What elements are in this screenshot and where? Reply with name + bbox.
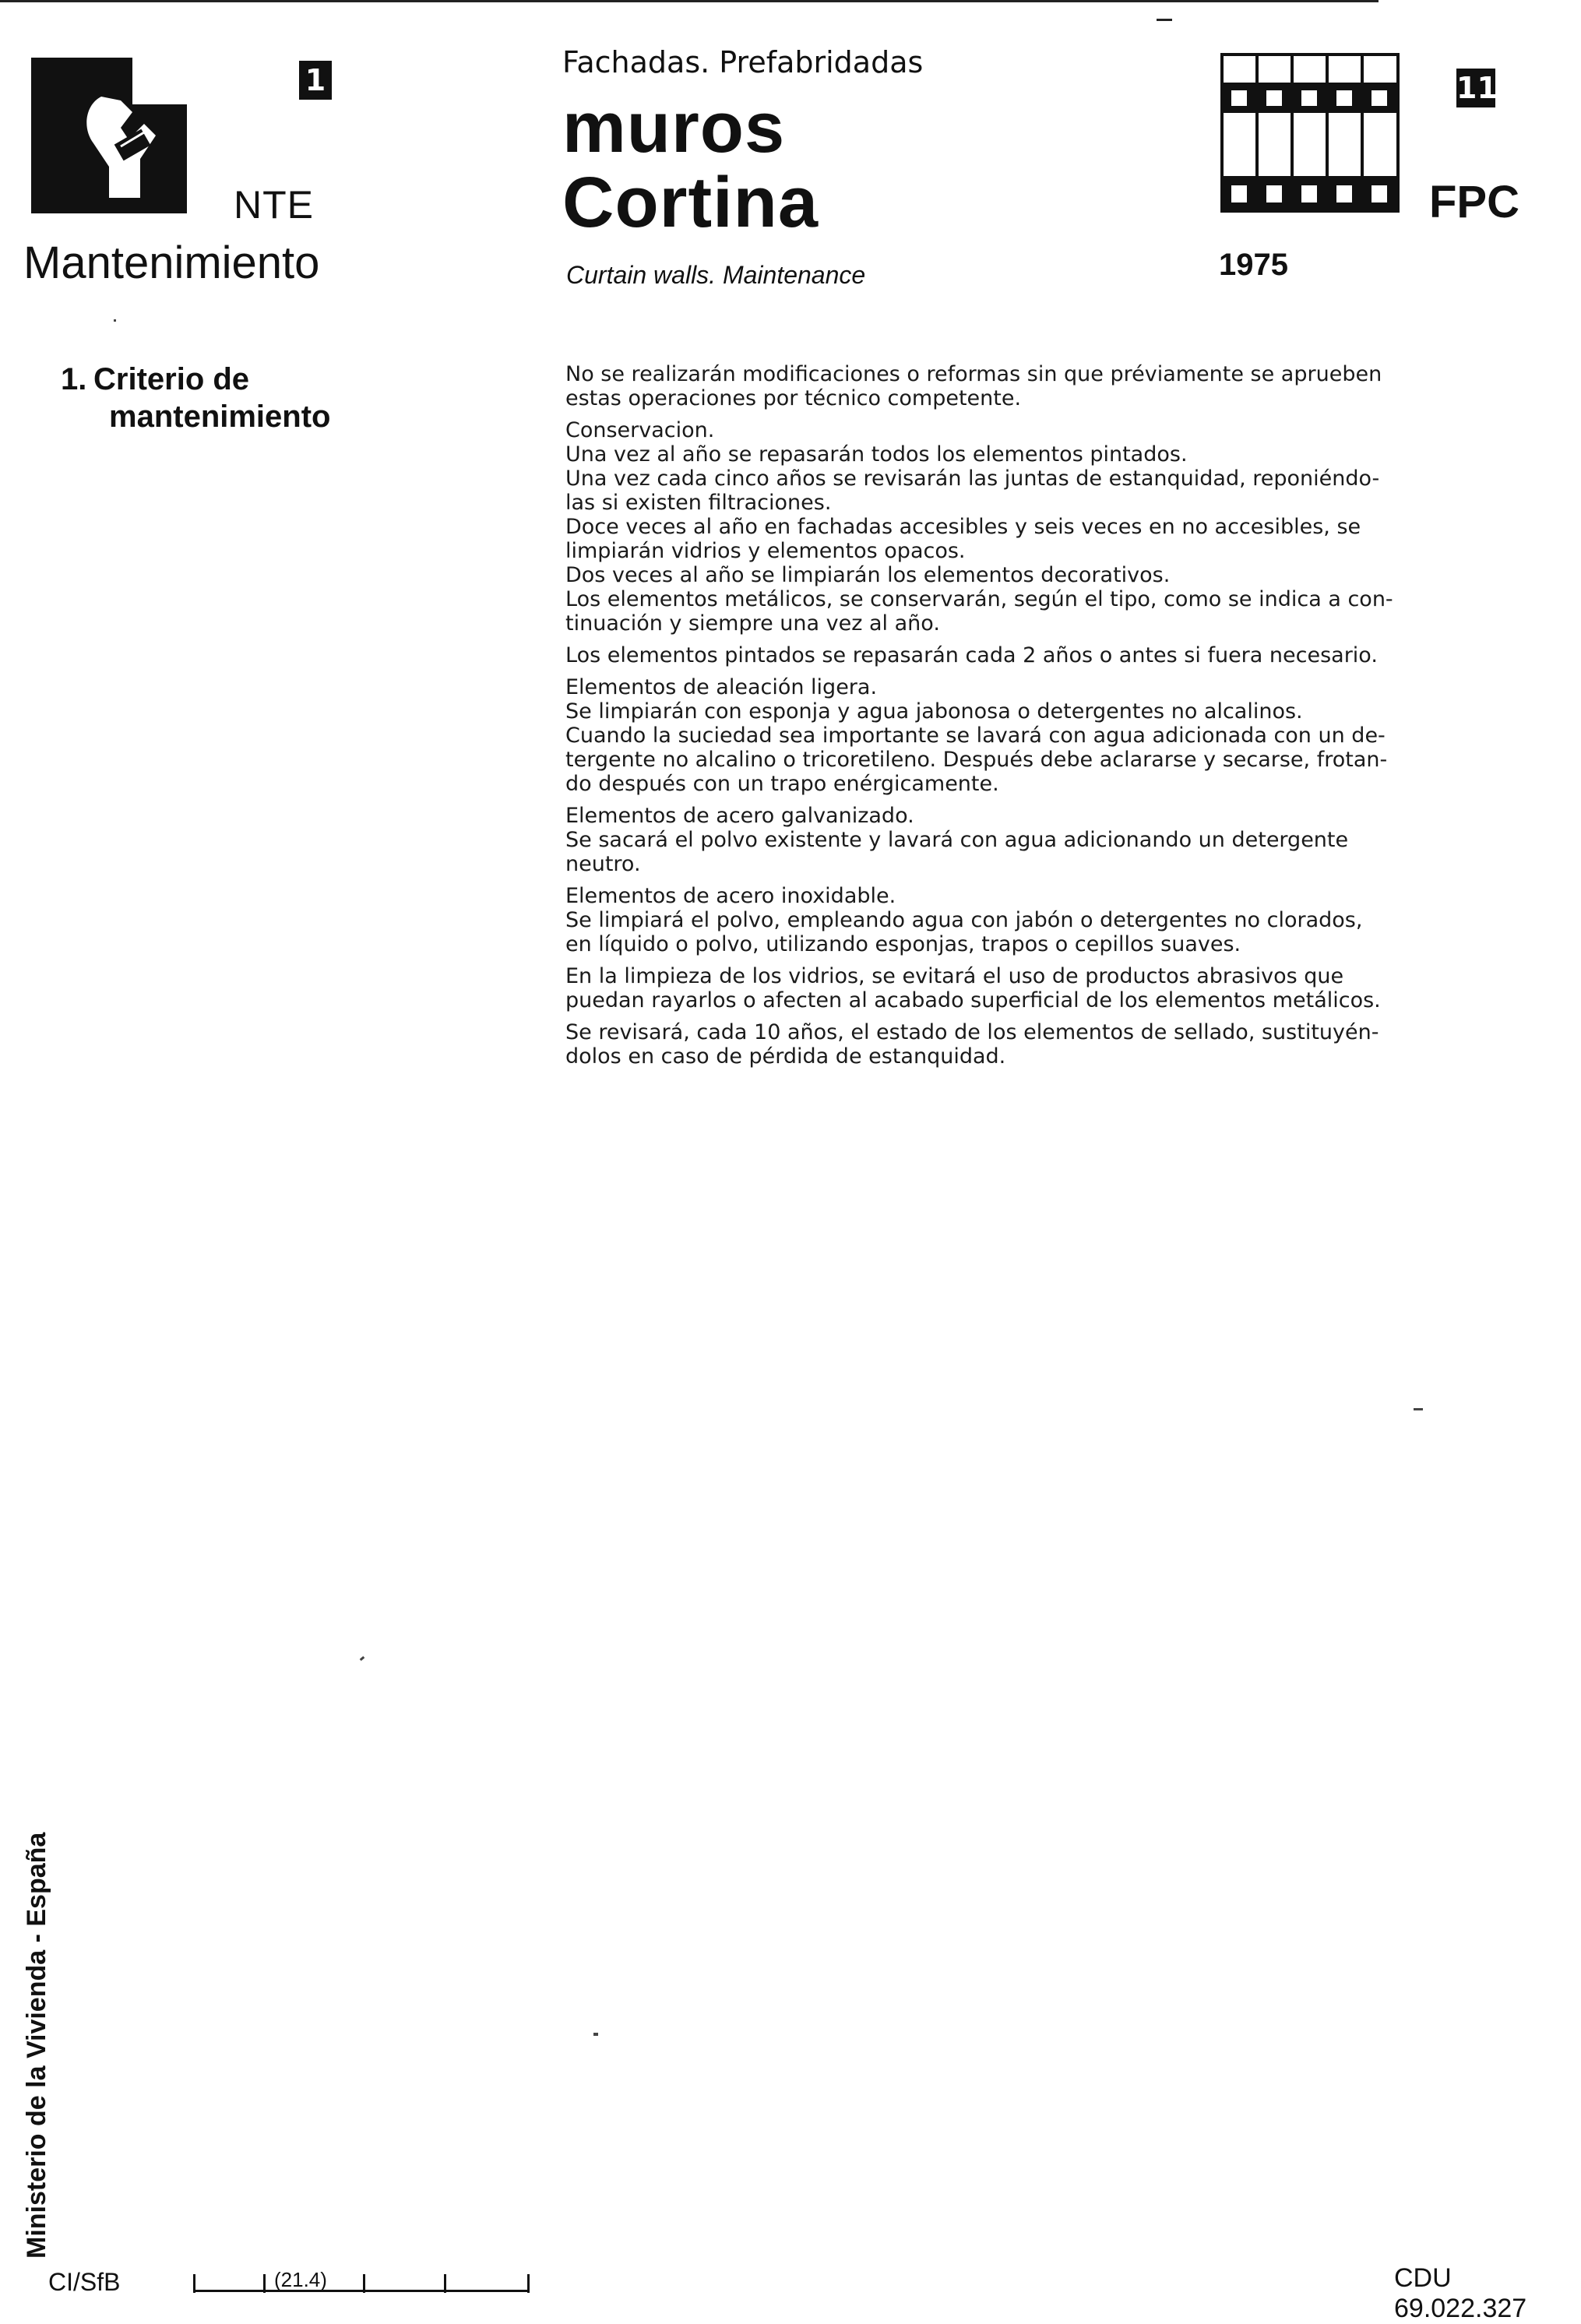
paragraph: Elementos de acero galvanizado. Se sacará el polvo existente y lavará con agua adicionando un detergente neutro. [565, 804, 1349, 876]
nte-label: NTE [234, 183, 314, 227]
section-title-line-1: Criterio de [93, 362, 250, 396]
cisfb-tick [263, 2274, 266, 2293]
cdu-code: CDU 69.022.327 [1394, 2263, 1527, 2323]
cisfb-tick [193, 2274, 195, 2293]
sheet-number-badge: 11 [1456, 69, 1495, 107]
paragraph: En la limpieza de los vidrios, se evitará el uso de productos abrasivos que puedan rayarlos o afecten al acabado superficial de los elementos metálicos. [565, 964, 1381, 1012]
top-rule [0, 0, 1379, 2]
scan-speck [360, 1656, 365, 1660]
document-subtitle: Fachadas. Prefabridadas [562, 45, 924, 79]
document-code: FPC [1429, 177, 1519, 227]
title-line-1: muros [562, 88, 786, 167]
maintenance-criteria-text [565, 362, 1531, 1076]
top-rule-mark [1157, 19, 1172, 21]
nte-number-badge: 1 [299, 61, 332, 100]
nte-logo [31, 58, 187, 213]
wrench-hand-icon [78, 81, 164, 198]
paragraph: Los elementos pintados se repasarán cada 2 años o antes si fuera necesario. [565, 643, 1378, 667]
scan-speck [1414, 1408, 1423, 1410]
section-label: Mantenimiento [23, 238, 320, 288]
scan-speck [593, 2033, 598, 2036]
cisfb-tick [363, 2274, 365, 2293]
cisfb-classification-bar [193, 2290, 530, 2292]
title-line-2: Cortina [562, 163, 819, 242]
section-number: 1. [61, 362, 87, 396]
cisfb-label: CI/SfB [48, 2268, 121, 2296]
paragraph: Conservacion. Una vez al año se repasarán todos los elementos pintados. Una vez cada cinco años se revisarán las juntas de estanquidad, reponiéndo- las si existen filtraciones. Doce veces al año en fachadas accesibles y seis veces en no accesibles, se limpiarán vidrios y elementos opacos. Dos veces al año se limpiarán los elementos decorativos. Los elementos metálicos, se conservarán, según el tipo, como se indica a con- tinuación y siempre una vez al año. [565, 418, 1393, 636]
curtain-wall-grid-icon [1220, 53, 1400, 213]
paragraph: Elementos de aleación ligera. Se limpiarán con esponja y agua jabonosa o detergentes no alcalinos. Cuando la suciedad sea importante se lavará con agua adicionada con un de- tergente no alcalino o tricoretileno. Después debe aclararse y secarse, frotan- do después con un trapo enérgicamente. [565, 675, 1388, 796]
cisfb-tick [527, 2274, 530, 2293]
paragraph: No se realizarán modificaciones o reformas sin que préviamente se aprueben estas operaciones por técnico competente. [565, 362, 1382, 410]
cisfb-tick [444, 2274, 446, 2293]
ministry-side-label: Ministerio de la Vivienda - España [22, 1832, 51, 2259]
section-title-line-2: mantenimiento [109, 400, 331, 434]
scan-speck [114, 319, 116, 322]
cisfb-code: (21.4) [274, 2268, 327, 2291]
paragraph: Se revisará, cada 10 años, el estado de los elementos de sellado, sustituyén- dolos en caso de pérdida de estanquidad. [565, 1020, 1379, 1069]
english-title: Curtain walls. Maintenance [566, 261, 866, 289]
paragraph: Elementos de acero inoxidable. Se limpiará el polvo, empleando agua con jabón o detergentes no clorados, en líquido o polvo, utilizando esponjas, trapos o cepillos suaves. [565, 884, 1363, 956]
publication-year: 1975 [1219, 248, 1288, 282]
